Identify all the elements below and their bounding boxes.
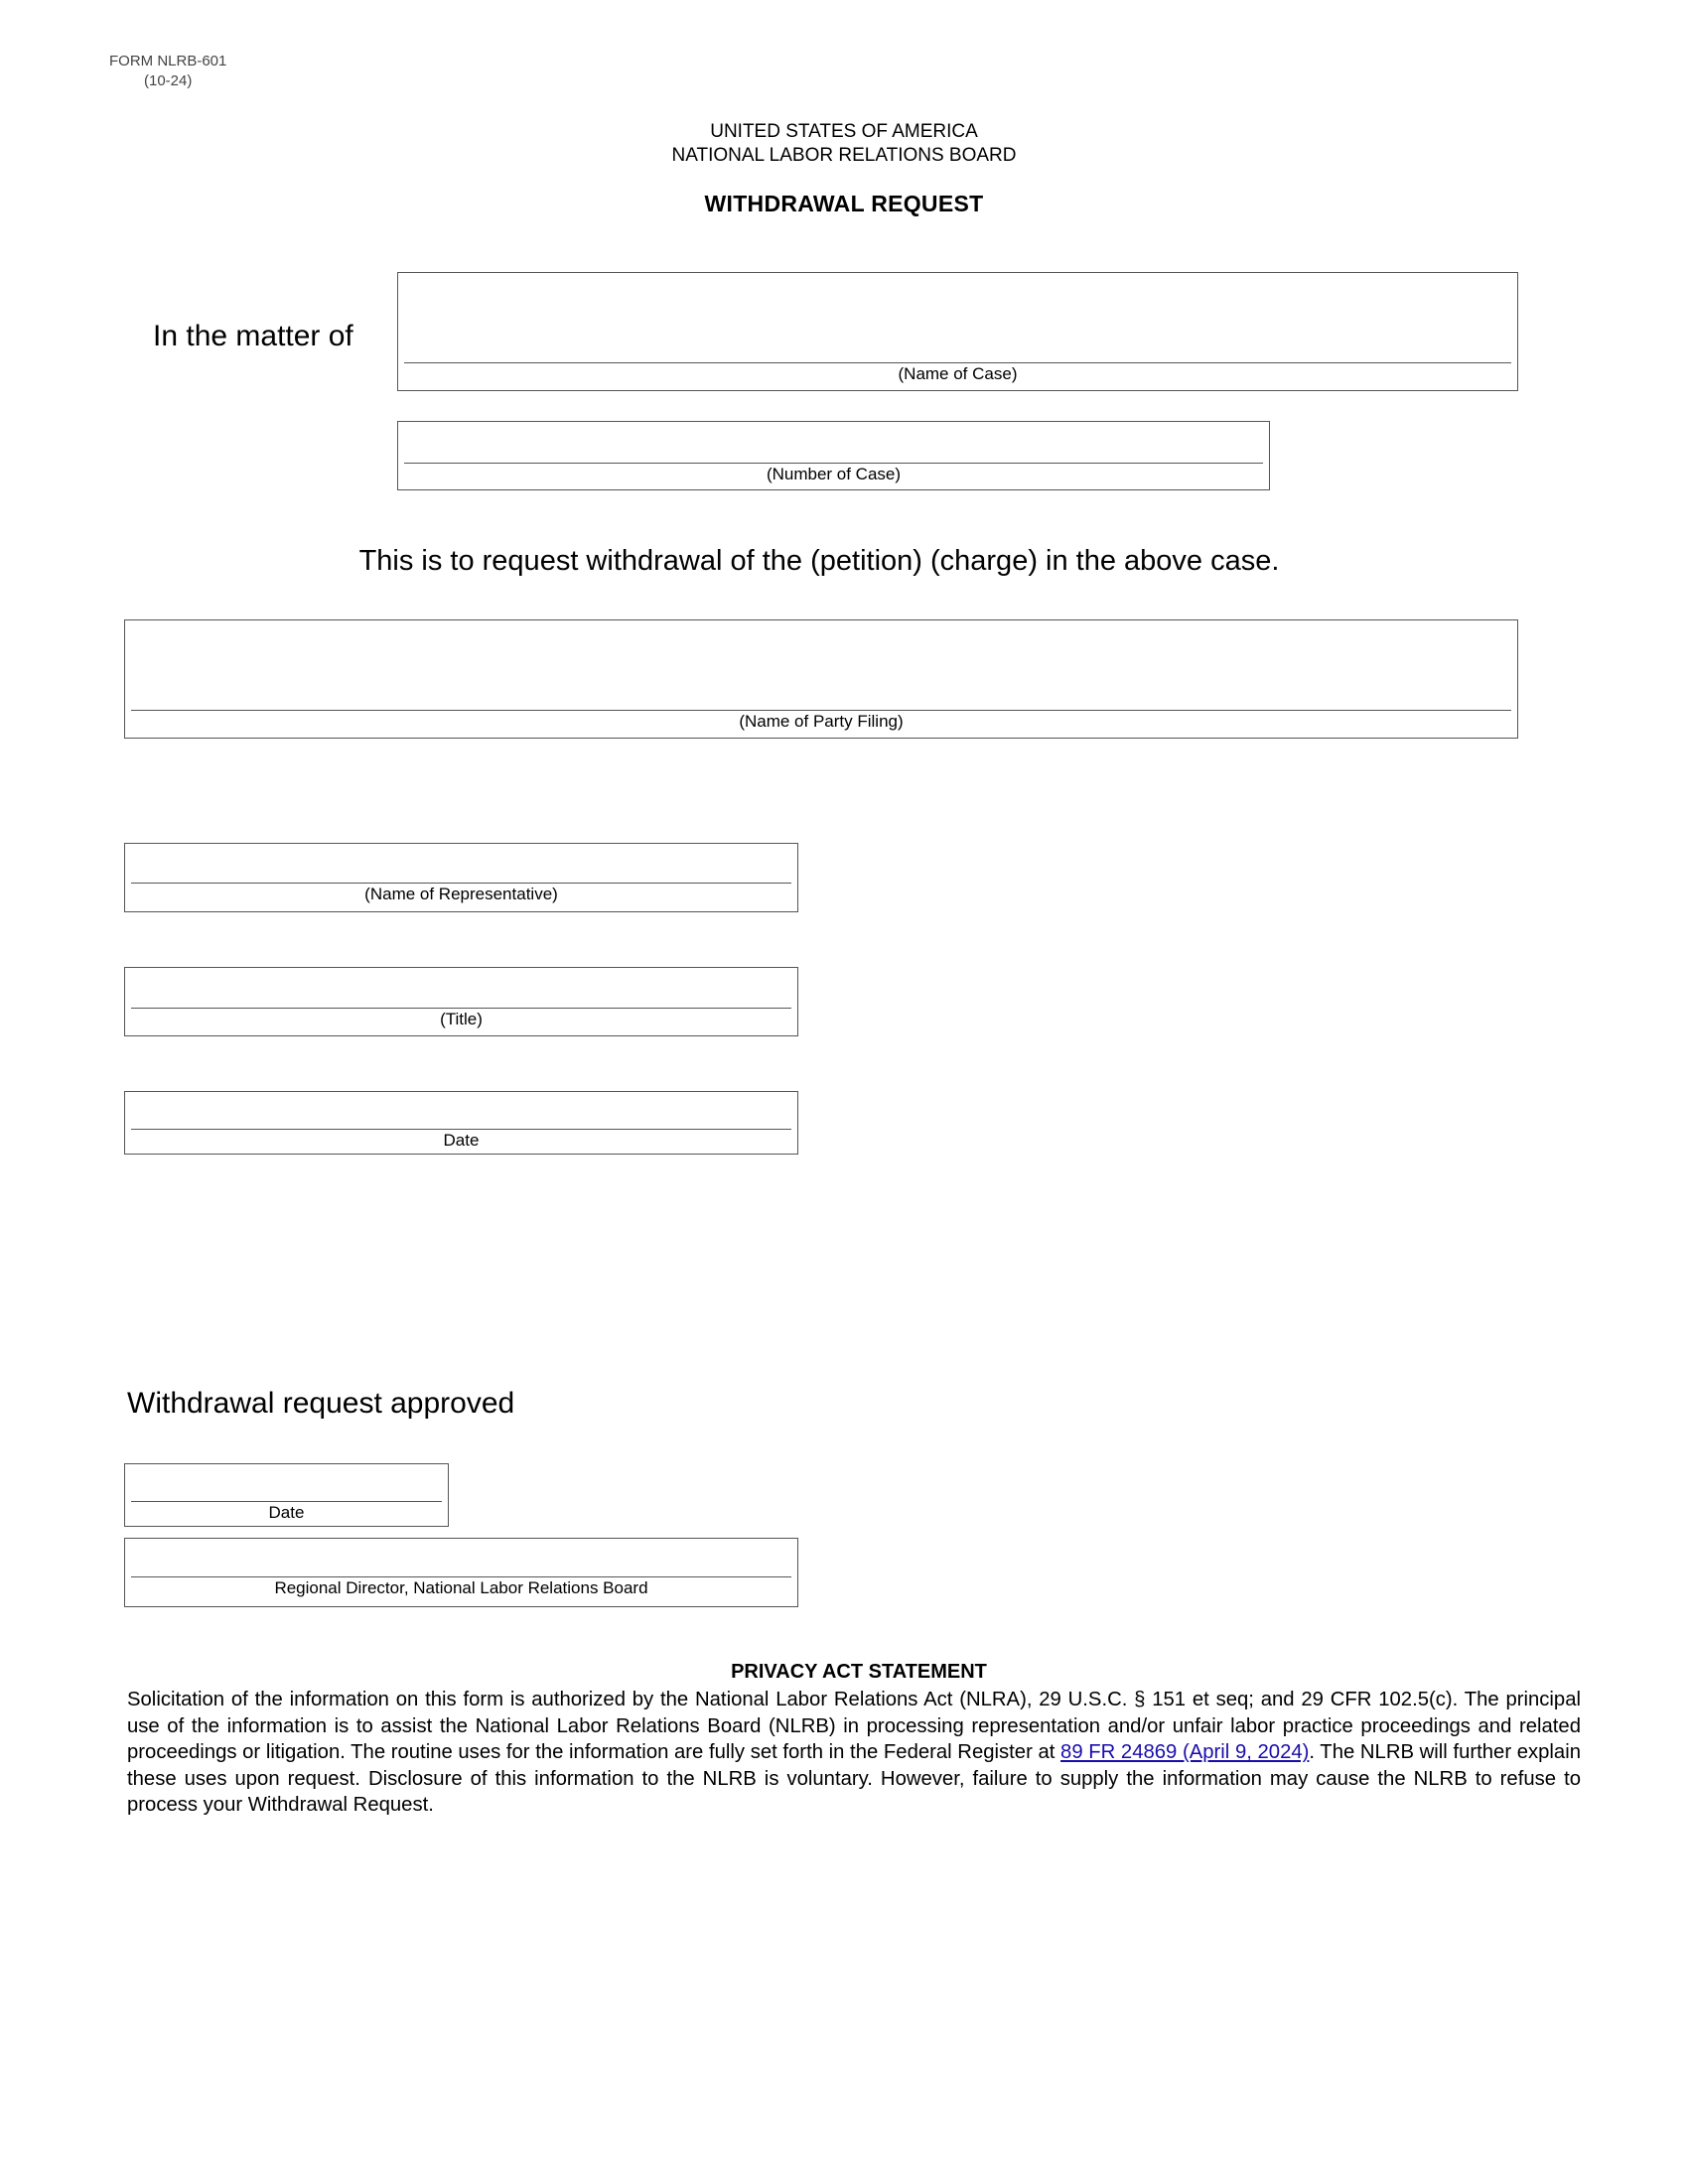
title-caption: (Title) (440, 1010, 483, 1028)
name-of-case-input[interactable] (406, 303, 1509, 328)
form-revision: (10-24) (144, 72, 193, 89)
country-heading: UNITED STATES OF AMERICA (710, 121, 978, 142)
party-filing-caption: (Name of Party Filing) (739, 712, 904, 731)
matter-label: In the matter of (153, 320, 353, 352)
filing-date-caption: Date (443, 1131, 480, 1150)
name-of-case-field[interactable] (397, 272, 1518, 391)
title-input[interactable] (133, 972, 789, 997)
title-field[interactable] (124, 967, 798, 1036)
privacy-text-part-1: Solicitation of the information on this form is authorized by the National Labor Relations Act (NLRA), 29 U.S.C. § 151 et seq; and 29 CFR 102.5(c). The principal use of the information is to assist the National Labor Relations Board (NLRB) in processing representation and/or unfair labor practice proceedings and related proceedings or litigation. The routine uses for the information are fully set forth in the Federal Register at (127, 1689, 1581, 1764)
regional-director-underline (131, 1576, 791, 1577)
filing-date-input[interactable] (133, 1096, 789, 1121)
approval-date-caption: Date (268, 1503, 305, 1522)
representative-input[interactable] (133, 848, 789, 873)
number-of-case-input[interactable] (406, 426, 1261, 451)
privacy-text-part-2: . The NLRB will further explain these uses upon request. Disclosure of this information to the NLRB is voluntary. However, failure to supply the information may cause the NLRB to refuse to process your Withdrawal Request. (127, 1741, 1581, 1817)
representative-caption: (Name of Representative) (364, 885, 558, 903)
regional-director-field[interactable] (124, 1538, 798, 1607)
filing-date-underline (131, 1129, 791, 1130)
form-number: FORM NLRB-601 (109, 53, 227, 69)
filing-date-field[interactable] (124, 1091, 798, 1155)
representative-field[interactable] (124, 843, 798, 912)
regional-director-input[interactable] (133, 1543, 789, 1568)
party-filing-underline (131, 710, 1511, 711)
agency-heading: NATIONAL LABOR RELATIONS BOARD (671, 145, 1017, 166)
federal-register-link[interactable]: 89 FR 24869 (April 9, 2024) (1060, 1741, 1310, 1764)
approval-date-underline (131, 1501, 442, 1502)
privacy-act-statement (127, 1687, 1581, 1819)
party-filing-input[interactable] (133, 650, 1509, 675)
form-identifier (109, 52, 226, 91)
party-filing-field[interactable] (124, 619, 1518, 739)
name-of-case-underline (404, 362, 1511, 363)
number-of-case-field[interactable] (397, 421, 1270, 490)
number-of-case-caption: (Number of Case) (766, 465, 902, 483)
representative-underline (131, 883, 791, 884)
approval-date-field[interactable] (124, 1463, 449, 1527)
title-underline (131, 1008, 791, 1009)
name-of-case-caption: (Name of Case) (898, 364, 1018, 383)
request-statement: This is to request withdrawal of the (petition) (charge) in the above case. (358, 545, 1280, 577)
number-of-case-underline (404, 463, 1263, 464)
privacy-act-heading: PRIVACY ACT STATEMENT (731, 1661, 987, 1683)
page-title: WITHDRAWAL REQUEST (704, 191, 984, 216)
approval-date-input[interactable] (133, 1468, 440, 1493)
regional-director-caption: Regional Director, National Labor Relations Board (274, 1578, 648, 1597)
approval-heading: Withdrawal request approved (127, 1387, 515, 1420)
